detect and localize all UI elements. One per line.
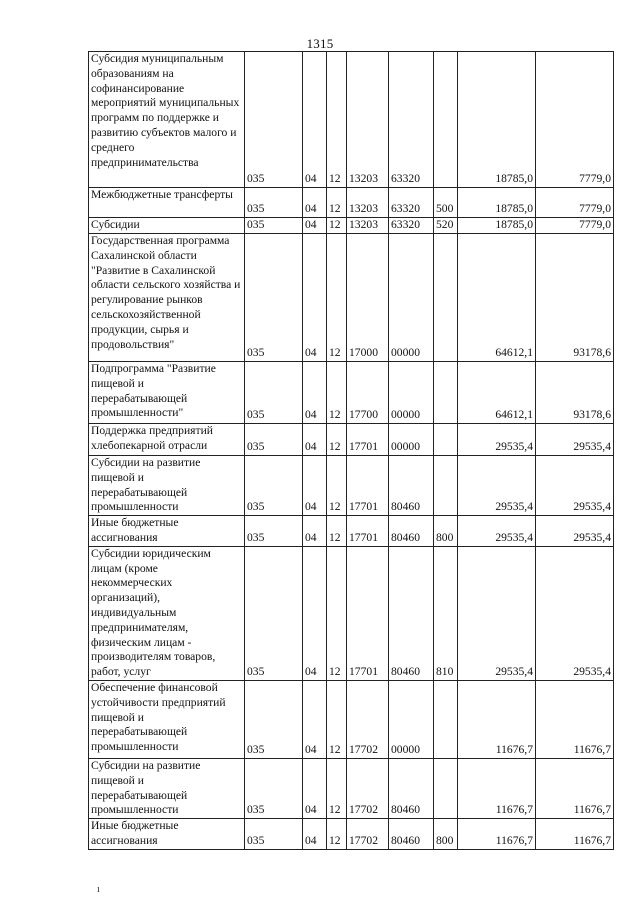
direction-code: 00000 (389, 424, 434, 456)
value-second: 7779,0 (536, 188, 614, 218)
value-first: 29535,4 (458, 516, 536, 547)
direction-code: 63320 (389, 52, 434, 188)
program-code: 13203 (347, 218, 389, 234)
value-first: 29535,4 (458, 546, 536, 680)
row-name: Субсидии юридическим лицам (кроме некоммерческих организаций), индивидуальным предпринимателям, физическим лицам - производителям товаров, работ, услуг (89, 546, 245, 680)
table-row (89, 52, 614, 188)
ministry-code: 035 (245, 680, 303, 758)
table-row (89, 234, 614, 362)
row-name: Субсидия муниципальным образованиям на софинансирование мероприятий муниципальных программ по поддержке и развитию субъектов малого и среднего предпринимательства (89, 52, 245, 188)
row-name: Субсидии (89, 218, 245, 234)
table-row (89, 362, 614, 424)
expense-type-code: 500 (434, 188, 458, 218)
program-code: 17701 (347, 424, 389, 456)
section-code: 04 (303, 680, 327, 758)
value-first: 29535,4 (458, 456, 536, 516)
table-row (89, 819, 614, 850)
value-first: 64612,1 (458, 362, 536, 424)
expense-type-code: 800 (434, 516, 458, 547)
section-code: 04 (303, 52, 327, 188)
direction-code: 63320 (389, 188, 434, 218)
expense-type-code (434, 362, 458, 424)
value-first: 11676,7 (458, 680, 536, 758)
row-name: Субсидии на развитие пищевой и перерабатывающей промышленности (89, 456, 245, 516)
value-first: 11676,7 (458, 819, 536, 850)
expense-type-code (434, 234, 458, 362)
table-body (89, 52, 614, 850)
section-code: 04 (303, 758, 327, 818)
value-first: 18785,0 (458, 218, 536, 234)
value-second: 7779,0 (536, 52, 614, 188)
section-code: 04 (303, 218, 327, 234)
direction-code: 00000 (389, 234, 434, 362)
subsection-code: 12 (327, 758, 347, 818)
value-second: 11676,7 (536, 680, 614, 758)
value-second: 11676,7 (536, 758, 614, 818)
direction-code: 80460 (389, 819, 434, 850)
row-name: Обеспечение финансовой устойчивости предприятий пищевой и перерабатывающей промышленности (89, 680, 245, 758)
program-code: 17000 (347, 234, 389, 362)
ministry-code: 035 (245, 218, 303, 234)
direction-code: 63320 (389, 218, 434, 234)
subsection-code: 12 (327, 218, 347, 234)
expense-type-code (434, 424, 458, 456)
section-code: 04 (303, 456, 327, 516)
expense-type-code (434, 758, 458, 818)
expense-type-code: 810 (434, 546, 458, 680)
page-number: 1315 (306, 36, 334, 51)
budget-table (88, 51, 614, 850)
expense-type-code (434, 680, 458, 758)
row-name: Иные бюджетные ассигнования (89, 819, 245, 850)
section-code: 04 (303, 424, 327, 456)
ministry-code: 035 (245, 424, 303, 456)
section-code: 04 (303, 819, 327, 850)
subsection-code: 12 (327, 680, 347, 758)
subsection-code: 12 (327, 819, 347, 850)
direction-code: 80460 (389, 456, 434, 516)
row-name: Иные бюджетные ассигнования (89, 516, 245, 547)
value-second: 29535,4 (536, 516, 614, 547)
subsection-code: 12 (327, 424, 347, 456)
table-row (89, 516, 614, 547)
value-second: 93178,6 (536, 362, 614, 424)
expense-type-code: 800 (434, 819, 458, 850)
value-second: 29535,4 (536, 546, 614, 680)
program-code: 17702 (347, 758, 389, 818)
subsection-code: 12 (327, 52, 347, 188)
expense-type-code (434, 456, 458, 516)
subsection-code: 12 (327, 456, 347, 516)
row-name: Субсидии на развитие пищевой и перерабатывающей промышленности (89, 758, 245, 818)
program-code: 17701 (347, 456, 389, 516)
program-code: 17701 (347, 546, 389, 680)
program-code: 17702 (347, 819, 389, 850)
value-first: 18785,0 (458, 52, 536, 188)
row-name: Подпрограмма "Развитие пищевой и перерабатывающей промышленности" (89, 362, 245, 424)
table-row (89, 188, 614, 218)
program-code: 13203 (347, 52, 389, 188)
direction-code: 00000 (389, 362, 434, 424)
value-second: 7779,0 (536, 218, 614, 234)
table-row (89, 546, 614, 680)
direction-code: 80460 (389, 758, 434, 818)
value-first: 11676,7 (458, 758, 536, 818)
subsection-code: 12 (327, 362, 347, 424)
value-first: 64612,1 (458, 234, 536, 362)
value-second: 29535,4 (536, 424, 614, 456)
table-row (89, 758, 614, 818)
ministry-code: 035 (245, 188, 303, 218)
ministry-code: 035 (245, 456, 303, 516)
program-code: 17701 (347, 516, 389, 547)
value-first: 18785,0 (458, 188, 536, 218)
section-code: 04 (303, 188, 327, 218)
ministry-code: 035 (245, 819, 303, 850)
table-row (89, 218, 614, 234)
ministry-code: 035 (245, 362, 303, 424)
program-code: 13203 (347, 188, 389, 218)
expense-type-code (434, 52, 458, 188)
ministry-code: 035 (245, 52, 303, 188)
value-first: 29535,4 (458, 424, 536, 456)
ministry-code: 035 (245, 546, 303, 680)
row-name: Поддержка предприятий хлебопекарной отрасли (89, 424, 245, 456)
subsection-code: 12 (327, 546, 347, 680)
value-second: 11676,7 (536, 819, 614, 850)
table-row (89, 456, 614, 516)
subsection-code: 12 (327, 516, 347, 547)
value-second: 29535,4 (536, 456, 614, 516)
expense-type-code: 520 (434, 218, 458, 234)
ministry-code: 035 (245, 758, 303, 818)
ministry-code: 035 (245, 234, 303, 362)
direction-code: 00000 (389, 680, 434, 758)
ministry-code: 035 (245, 516, 303, 547)
row-name: Межбюджетные трансферты (89, 188, 245, 218)
subsection-code: 12 (327, 188, 347, 218)
direction-code: 80460 (389, 546, 434, 680)
footnote-mark: ı (97, 884, 100, 895)
section-code: 04 (303, 362, 327, 424)
program-code: 17700 (347, 362, 389, 424)
row-name: Государственная программа Сахалинской области "Развитие в Сахалинской области сельского хозяйства и регулирование рынков сельскохозяйственной продукции, сырья и продовольствия" (89, 234, 245, 362)
table-row (89, 424, 614, 456)
program-code: 17702 (347, 680, 389, 758)
value-second: 93178,6 (536, 234, 614, 362)
section-code: 04 (303, 546, 327, 680)
subsection-code: 12 (327, 234, 347, 362)
table-row (89, 680, 614, 758)
section-code: 04 (303, 516, 327, 547)
section-code: 04 (303, 234, 327, 362)
direction-code: 80460 (389, 516, 434, 547)
